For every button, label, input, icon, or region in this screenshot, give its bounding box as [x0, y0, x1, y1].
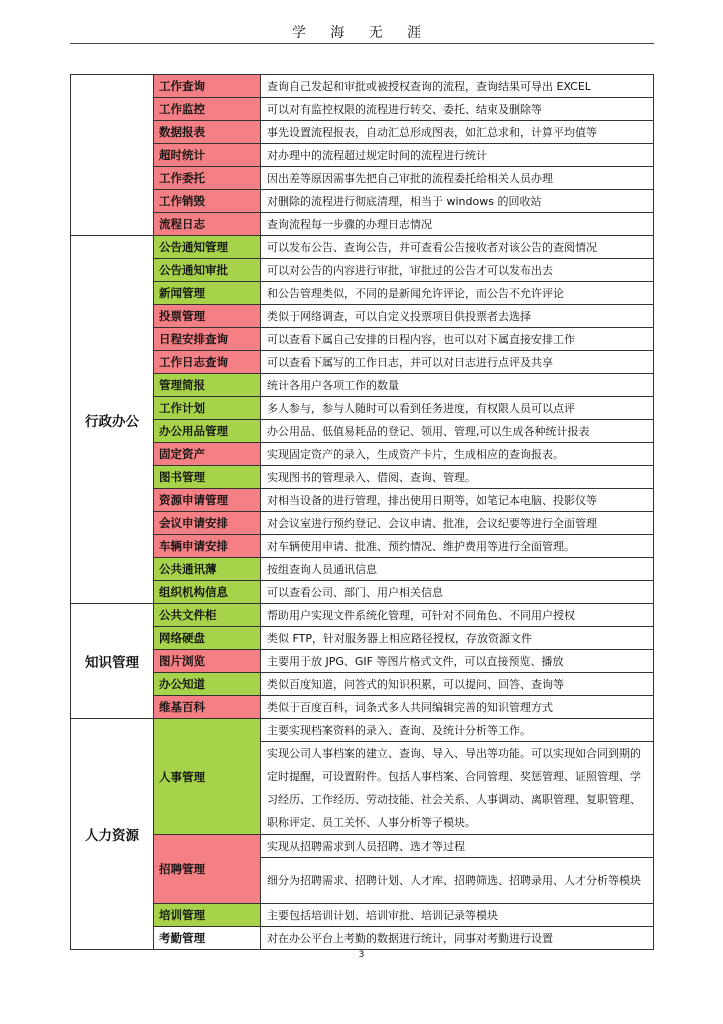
feature-name: 培训管理	[154, 904, 261, 927]
feature-desc: 统计各用户各项工作的数量	[261, 374, 654, 397]
feature-name: 图书管理	[154, 466, 261, 489]
feature-desc: 帮助用户实现文件系统化管理，可针对不同角色、不同用户授权	[261, 604, 654, 627]
feature-desc: 对车辆使用申请、批准、预约情况、维护费用等进行全面管理。	[261, 535, 654, 558]
feature-desc: 实现固定资产的录入，生成资产卡片，生成相应的查询报表。	[261, 443, 654, 466]
feature-desc: 主要包括培训计划、培训审批、培训记录等模块	[261, 904, 654, 927]
category-cell-hr: 人力资源	[71, 719, 154, 950]
feature-desc: 对删除的流程进行彻底清理，相当于 windows 的回收站	[261, 190, 654, 213]
feature-name: 会议申请安排	[154, 512, 261, 535]
category-cell-admin: 行政办公	[71, 236, 154, 604]
feature-desc: 因出差等原因需事先把自己审批的流程委托给相关人员办理	[261, 167, 654, 190]
feature-desc: 类似于网络调查，可以自定义投票项目供投票者去选择	[261, 305, 654, 328]
feature-name: 日程安排查询	[154, 328, 261, 351]
feature-name: 固定资产	[154, 443, 261, 466]
feature-name: 组织机构信息	[154, 581, 261, 604]
feature-name: 公告通知审批	[154, 259, 261, 282]
feature-desc: 对相当设备的进行管理，排出使用日期等，如笔记本电脑、投影仪等	[261, 489, 654, 512]
feature-desc: 可以对公告的内容进行审批，审批过的公告才可以发布出去	[261, 259, 654, 282]
feature-name: 公共文件柜	[154, 604, 261, 627]
feature-desc: 可以发布公告、查询公告，并可查看公告接收者对该公告的查阅情况	[261, 236, 654, 259]
feature-desc: 办公用品、低值易耗品的登记、领用、管理,可以生成各种统计报表	[261, 420, 654, 443]
feature-name: 新闻管理	[154, 282, 261, 305]
feature-desc: 实现公司人事档案的建立、查询、导入、导出等功能。可以实现如合同到期的定时提醒，可设置附件。包括人事档案、合同管理、奖惩管理、证照管理、学习经历、工作经历、劳动技能、社会关系、人事调动、离职管理、复职管理、职称评定、员工关怀、人事分析等子模块。	[261, 742, 654, 835]
feature-desc: 实现图书的管理录入、借阅、查询、管理。	[261, 466, 654, 489]
feature-desc: 和公告管理类似，不同的是新闻允许评论，而公告不允许评论	[261, 282, 654, 305]
feature-desc: 对办理中的流程超过规定时间的流程进行统计	[261, 144, 654, 167]
feature-desc: 细分为招聘需求、招聘计划、人才库、招聘筛选、招聘录用、人才分析等模块	[261, 858, 654, 904]
feature-desc: 实现从招聘需求到人员招聘、选才等过程	[261, 835, 654, 858]
feature-desc: 查询流程每一步骤的办理日志情况	[261, 213, 654, 236]
feature-name: 公共通讯薄	[154, 558, 261, 581]
feature-name: 图片浏览	[154, 650, 261, 673]
feature-desc: 主要实现档案资料的录入、查询、及统计分析等工作。	[261, 719, 654, 742]
feature-desc: 对会议室进行预约登记、会议申请、批准，会议纪要等进行全面管理	[261, 512, 654, 535]
feature-name: 工作监控	[154, 98, 261, 121]
category-cell-workflow	[71, 75, 154, 236]
feature-name: 工作查询	[154, 75, 261, 98]
feature-desc: 可以查看公司、部门、用户相关信息	[261, 581, 654, 604]
feature-desc: 类似 FTP，针对服务器上相应路径授权，存放资源文件	[261, 627, 654, 650]
feature-name: 工作日志查询	[154, 351, 261, 374]
feature-desc: 可以查看下属自己安排的日程内容，也可以对下属直接安排工作	[261, 328, 654, 351]
feature-name: 资源申请管理	[154, 489, 261, 512]
feature-table	[70, 74, 654, 950]
feature-desc: 对在办公平台上考勤的数据进行统计，同事对考勤进行设置	[261, 927, 654, 950]
feature-desc: 事先设置流程报表，自动汇总形成图表，如汇总求和，计算平均值等	[261, 121, 654, 144]
feature-desc: 主要用于放 JPG、GIF 等图片格式文件，可以直接预览、播放	[261, 650, 654, 673]
feature-desc: 多人参与，参与人随时可以看到任务进度，有权限人员可以点评	[261, 397, 654, 420]
feature-name: 工作计划	[154, 397, 261, 420]
feature-desc: 查询自己发起和审批或被授权查询的流程，查询结果可导出 EXCEL	[261, 75, 654, 98]
feature-desc: 按组查询人员通讯信息	[261, 558, 654, 581]
feature-name: 数据报表	[154, 121, 261, 144]
feature-name: 超时统计	[154, 144, 261, 167]
feature-name: 考勤管理	[154, 927, 261, 950]
page-header-title: 学 海 无 涯	[291, 25, 432, 41]
feature-name: 公告通知管理	[154, 236, 261, 259]
feature-name: 车辆申请安排	[154, 535, 261, 558]
header-rule	[70, 43, 654, 44]
feature-name: 人事管理	[154, 719, 261, 835]
feature-name: 投票管理	[154, 305, 261, 328]
feature-desc: 可以对有监控权限的流程进行转交、委托、结束及删除等	[261, 98, 654, 121]
feature-desc: 可以查看下属写的工作日志，并可以对日志进行点评及共享	[261, 351, 654, 374]
feature-name: 办公知道	[154, 673, 261, 696]
feature-desc: 类似于百度百科，词条式多人共同编辑完善的知识管理方式	[261, 696, 654, 719]
page-number: 3	[358, 950, 365, 960]
feature-name: 维基百科	[154, 696, 261, 719]
feature-name: 工作销毁	[154, 190, 261, 213]
category-cell-knowledge: 知识管理	[71, 604, 154, 719]
feature-name: 管理简报	[154, 374, 261, 397]
feature-desc: 类似百度知道，问答式的知识积累，可以提问、回答、查询等	[261, 673, 654, 696]
feature-name: 流程日志	[154, 213, 261, 236]
feature-name: 办公用品管理	[154, 420, 261, 443]
feature-name: 招聘管理	[154, 835, 261, 904]
feature-name: 工作委托	[154, 167, 261, 190]
feature-name: 网络硬盘	[154, 627, 261, 650]
